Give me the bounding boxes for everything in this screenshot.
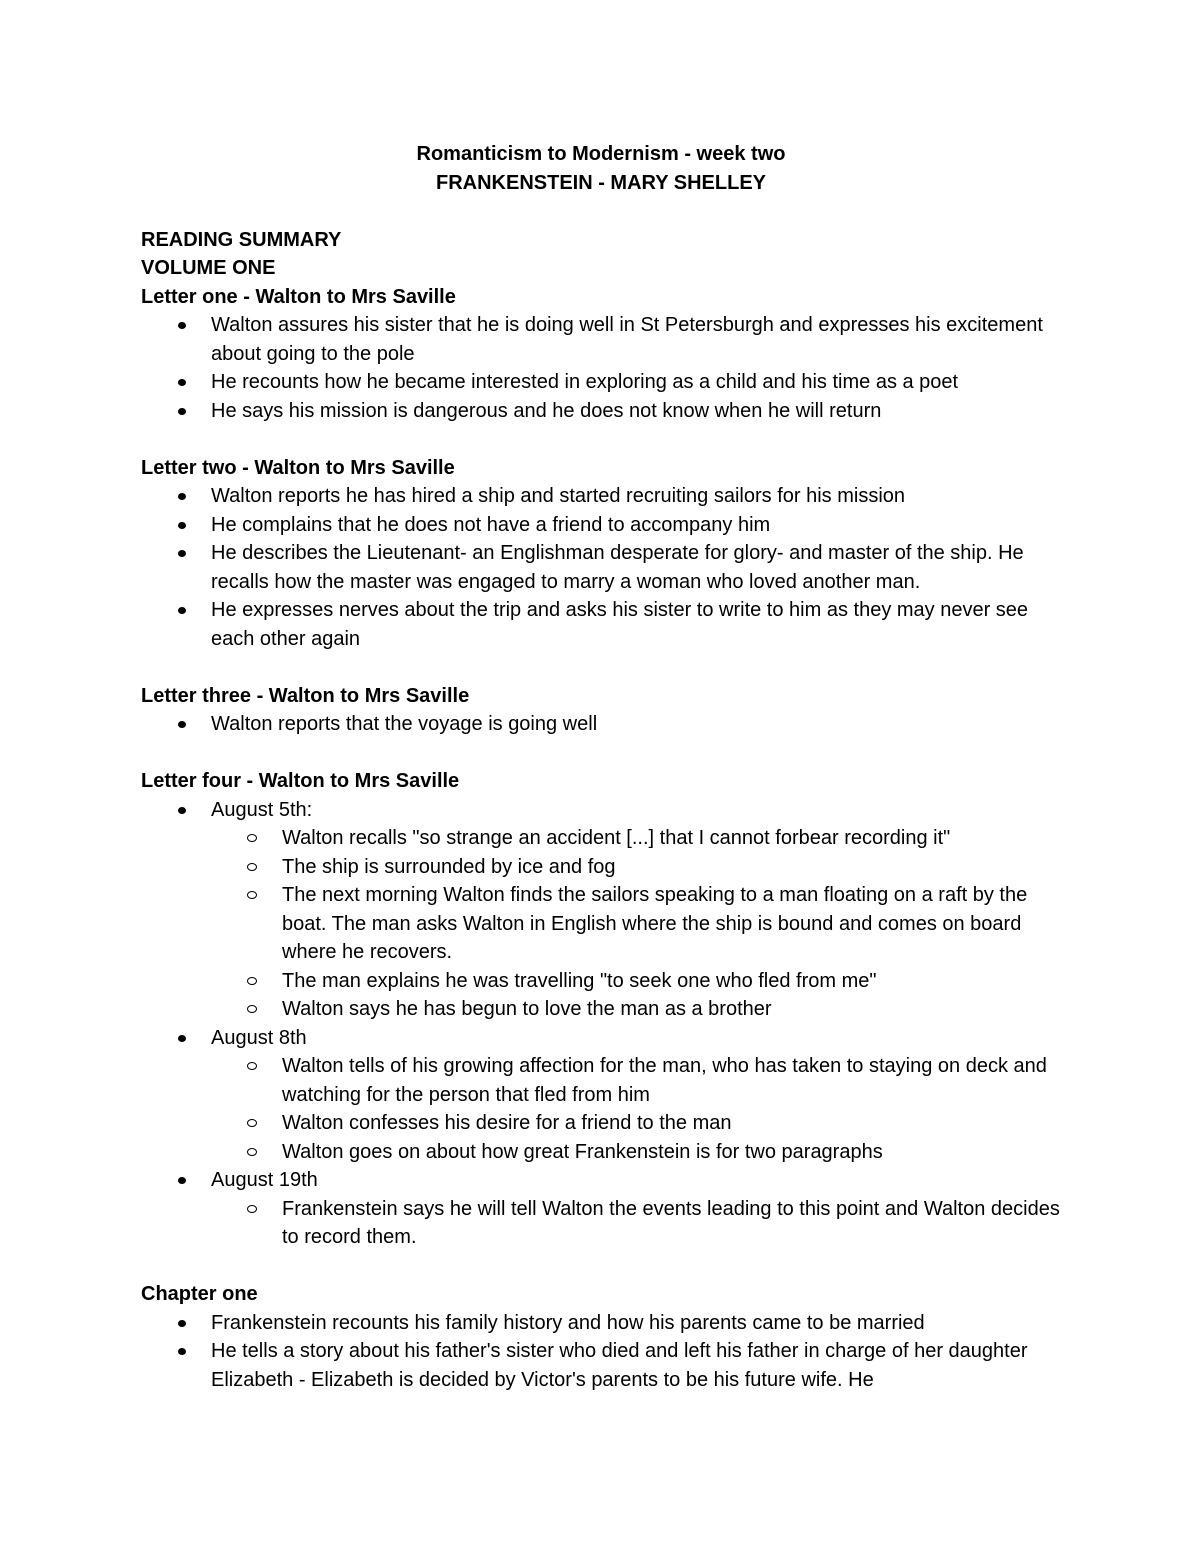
list-item-text: He recounts how he became interested in exploring as a child and his time as a poet [211,371,959,393]
filled-bullet-icon [178,408,186,415]
sub-list-item [211,1109,1061,1138]
filled-bullet-icon [178,550,186,557]
list-item [141,511,1061,540]
document-page [141,140,1061,1394]
hollow-bullet-icon [247,1062,257,1070]
filled-bullet-icon [178,379,186,386]
list-item [141,1337,1061,1394]
bullet-list [141,482,1061,653]
section-heading: Chapter one [141,1283,258,1305]
filled-bullet-icon [178,1035,186,1042]
filled-bullet-icon [178,1320,186,1327]
list-item [141,1166,1061,1252]
sub-list-item-text: Frankenstein says he will tell Walton the events leading to this point and Walton decides to record them. [282,1197,1060,1248]
list-item-text: He tells a story about his father's sister who died and left his father in charge of her daughter Elizabeth - Elizabeth is decided by Victor's parents to be his future wife. He [211,1340,1028,1391]
bullet-list [141,796,1061,1252]
list-item-text: Walton assures his sister that he is doing well in St Petersburgh and expresses his excitement about going to the pole [211,314,1043,365]
section-heading: Letter one - Walton to Mrs Saville [141,285,456,308]
filled-bullet-icon [178,1348,186,1355]
sub-list-item [211,881,1061,967]
volume-heading: VOLUME ONE [141,257,276,279]
section [141,1280,1061,1394]
sub-list-item-text: The man explains he was travelling "to seek one who fled from me" [282,969,877,992]
list-item-text: Frankenstein recounts his family history and how his parents came to be married [211,1311,925,1334]
filled-bullet-icon [178,607,186,614]
document-subtitle: FRANKENSTEIN - MARY SHELLEY [435,171,767,194]
section-heading: Letter three - Walton to Mrs Saville [141,684,470,707]
section [141,767,1061,1252]
sub-bullet-list [281,824,1061,1024]
sub-bullet-list [281,1195,1061,1252]
list-item-text: He says his mission is dangerous and he does not know when he will return [211,399,882,422]
list-item [141,710,1061,739]
sub-list-item-text: The next morning Walton finds the sailors speaking to a man floating on a raft by the boat. The man asks Walton in English where the ship is bound and comes on board where he recovers. [282,884,1028,963]
list-item [141,539,1061,596]
hollow-bullet-icon [247,1119,257,1127]
filled-bullet-icon [178,807,186,814]
hollow-bullet-icon [247,1005,257,1013]
section [141,283,1061,426]
list-item-text: Walton reports that the voyage is going well [211,713,598,735]
list-item [141,1309,1061,1338]
list-item [141,397,1061,426]
sub-list-item [211,1138,1061,1167]
section-heading: Letter two - Walton to Mrs Saville [141,456,455,479]
hollow-bullet-icon [247,977,257,985]
list-item-text: He complains that he does not have a friend to accompany him [211,513,771,536]
list-item-text: August 8th [211,1026,307,1049]
sub-list-item-text: Walton confesses his desire for a friend to the man [282,1112,732,1134]
sub-list-item-text: Walton goes on about how great Frankenstein is for two paragraphs [282,1140,883,1163]
filled-bullet-icon [178,1177,186,1184]
hollow-bullet-icon [247,1148,257,1156]
hollow-bullet-icon [247,834,257,842]
sub-list-item-text: Walton tells of his growing affection for the man, who has taken to staying on deck and watching for the person that fled from him [282,1055,1047,1106]
hollow-bullet-icon [247,863,257,871]
sub-list-item-text: Walton says he has begun to love the man as a brother [282,998,772,1020]
filled-bullet-icon [178,322,186,329]
list-item [141,482,1061,511]
bullet-list [141,710,1061,739]
summary-heading: READING SUMMARY [141,228,342,251]
list-item [141,596,1061,653]
section-heading: Letter four - Walton to Mrs Saville [141,770,460,792]
list-item [141,796,1061,1024]
sub-list-item [211,995,1061,1024]
filled-bullet-icon [178,493,186,500]
list-item [141,1024,1061,1167]
sub-list-item [211,967,1061,996]
list-item-text: He expresses nerves about the trip and asks his sister to write to him as they may never see each other again [211,599,1029,650]
filled-bullet-icon [178,522,186,529]
sub-list-item [211,824,1061,853]
section [141,454,1061,654]
sub-list-item [211,853,1061,882]
list-item [141,311,1061,368]
hollow-bullet-icon [247,1205,257,1213]
sub-list-item [211,1052,1061,1109]
section [141,682,1061,739]
sub-bullet-list [281,1052,1061,1166]
bullet-list [141,311,1061,425]
sections-container [141,283,1061,1395]
sub-list-item-text: Walton recalls "so strange an accident [...] that I cannot forbear recording it" [282,827,951,849]
list-item-text: He describes the Lieutenant- an Englishman desperate for glory- and master of the ship. He recalls how the master was engaged to marry a woman who loved another man. [211,542,1024,593]
list-item-text: Walton reports he has hired a ship and started recruiting sailors for his mission [211,485,906,507]
list-item-text: August 19th [211,1169,318,1191]
list-item [141,368,1061,397]
list-item-text: August 5th: [211,798,313,821]
sub-list-item [211,1195,1061,1252]
hollow-bullet-icon [247,891,257,899]
filled-bullet-icon [178,721,186,728]
bullet-list [141,1309,1061,1395]
document-title: Romanticism to Modernism - week two [416,143,786,165]
summary-header [141,226,1061,283]
sub-list-item-text: The ship is surrounded by ice and fog [282,855,616,878]
